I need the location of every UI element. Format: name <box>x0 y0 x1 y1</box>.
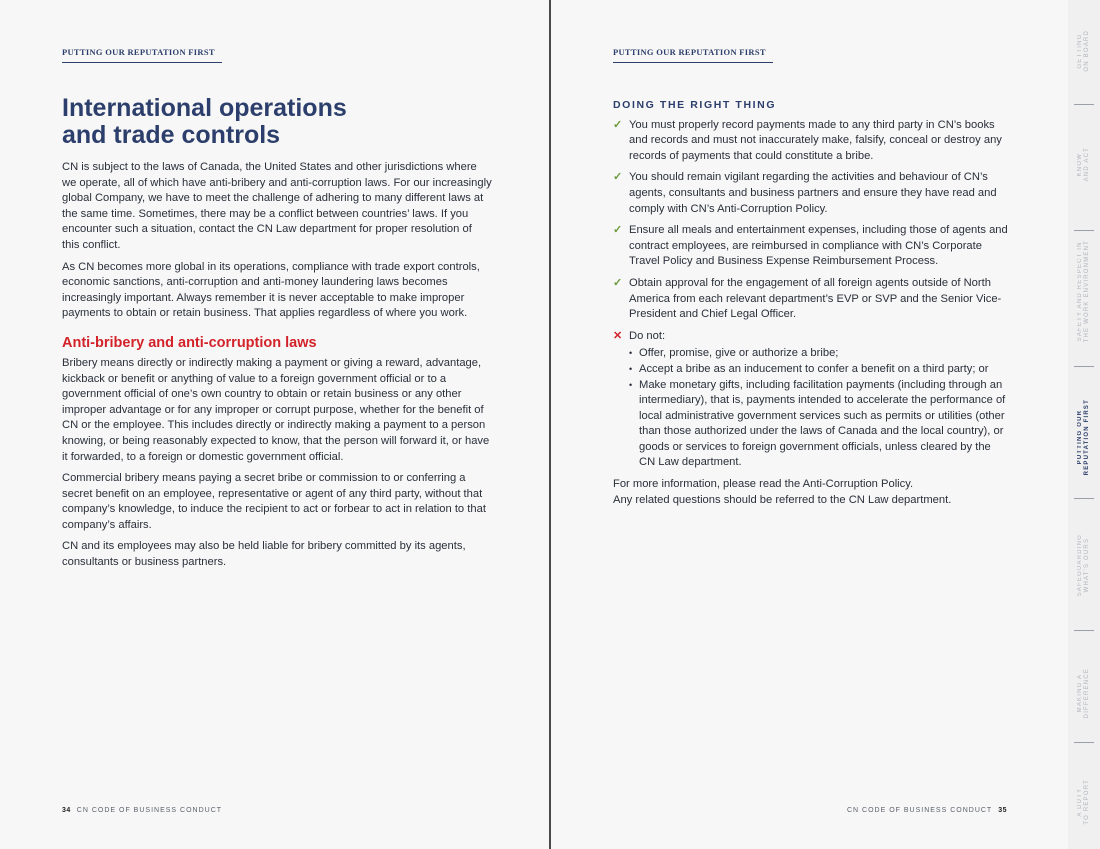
tab-label: A DUTY TO REPORT <box>1077 779 1090 825</box>
tab-divider <box>1074 498 1094 499</box>
do-not-block <box>613 329 1008 471</box>
do-not-label: Do not: <box>629 329 666 342</box>
tab-a-duty-to-report[interactable] <box>1068 762 1100 842</box>
closing-note <box>613 477 1008 508</box>
left-page <box>0 0 549 849</box>
subheading: Anti-bribery and anti-corruption laws <box>62 334 317 351</box>
closing-line-1: For more information, please read the Anti-Corruption Policy. <box>613 478 914 491</box>
footer-text: CN CODE OF BUSINESS CONDUCT <box>846 807 993 814</box>
tab-label: MAKING A DIFFERENCE <box>1077 667 1090 719</box>
left-body <box>62 160 492 577</box>
check-item <box>613 276 1008 323</box>
check-item-text: Obtain approval for the engagement of all foreign agents outside of North America from each relevant department’s EVP or SVP and the Senior Vice-President and Chief Legal Officer. <box>629 276 1002 321</box>
list-item: • Offer, promise, give or authorize a bribe; <box>629 346 1008 362</box>
paragraph: Commercial bribery means paying a secret bribe or commission to or conferring a secret benefit on an employee, representative or agent of any third party, without that company’s knowledge, to induce the recipient to act or forbear to act in relation to that company’s affairs. <box>62 472 486 531</box>
tab-label: PUTTING OUR REPUTATION FIRST <box>1077 398 1090 476</box>
tab-safety-and-respect[interactable] <box>1068 236 1100 346</box>
check-icon: ✓ <box>613 224 623 237</box>
check-item <box>613 223 1008 270</box>
check-icon: ✓ <box>613 118 623 131</box>
check-item-text: You must properly record payments made to any third party in CN’s books and records and must not inaccurately make, falsify, conceal or destroy any records of payments that could constitute a bribe. <box>629 118 1002 162</box>
check-icon: ✓ <box>613 171 623 184</box>
right-page <box>551 0 1068 849</box>
list-item: • Accept a bribe as an inducement to confer a benefit on a third party; or <box>629 362 1008 378</box>
do-not-list <box>629 346 1008 471</box>
tab-putting-our-reputation-first[interactable] <box>1068 392 1100 482</box>
section-label <box>62 47 222 63</box>
tab-divider <box>1074 742 1094 743</box>
closing-line-2: Any related questions should be referred to the CN Law department. <box>613 493 952 506</box>
footer-text: CN CODE OF BUSINESS CONDUCT <box>76 807 223 814</box>
footer-left <box>62 807 222 814</box>
check-item-text: Ensure all meals and entertainment expenses, including those of agents and contract employees, are reimbursed in compliance with CN’s Corporate Travel Policy and Business Expense Reimbursement Process. <box>629 224 1008 268</box>
tab-label: GETTING ON BOARD <box>1077 30 1090 72</box>
check-item <box>613 118 1008 165</box>
tab-label: KNOW AND ACT <box>1077 146 1090 182</box>
section-label-text: PUTTING OUR REPUTATION FIRST <box>613 47 766 57</box>
tab-getting-on-board[interactable] <box>1068 20 1100 82</box>
tab-divider <box>1074 104 1094 105</box>
section-label-rule <box>613 62 773 63</box>
check-item-text: You should remain vigilant regarding the activities and behaviour of CN’s agents, consultants and business partners and ensure they have read and comply with CN’s Anti-Corruption Policy. <box>629 171 997 215</box>
paragraph: As CN becomes more global in its operations, compliance with trade export controls, economic sanctions, anti-corruption and anti-money laundering laws becomes increasingly important. Always remember it is never acceptable to make improper payments to obtain or retain business. That applies regardless of where you work. <box>62 260 480 320</box>
footer-right <box>847 807 1007 814</box>
paragraph: CN and its employees may also be held liable for bribery committed by its agents, consultants or business partners. <box>62 540 466 569</box>
tab-label: SAFETY AND RESPECT IN THE WORK ENVIRONMENT <box>1077 239 1090 343</box>
section-label-rule <box>62 62 222 63</box>
chapter-tabs <box>1068 0 1100 849</box>
tab-making-a-difference[interactable] <box>1068 652 1100 734</box>
cross-icon: ✕ <box>613 329 623 342</box>
tab-divider <box>1074 366 1094 367</box>
paragraph: Bribery means directly or indirectly making a payment or giving a reward, advantage, kickback or benefit or anything of value to a foreign government official or to a government official of one’s own country to obtain or retain business or any other improper advantage or for any improper or corrupt purpose, whether for the benefit of CN or the employee. This includes directly or indirectly making a payment to a person knowing, or being reasonably expected to know, that the person will forward it, or have it forwarded, to a foreign or domestic government official. <box>62 356 490 463</box>
tab-safeguarding[interactable] <box>1068 520 1100 610</box>
check-item <box>613 170 1008 217</box>
paragraph: CN is subject to the laws of Canada, the United States and other jurisdictions where we operate, all of which have anti-bribery and anti-corruption laws. For our increasingly global Company, we have to meet the challenge of adhering to many different laws at the same time. Sometimes, there may be a conflict between countries’ laws. If you encounter such a situation, contact the CN Law department for proper resolution of this conflict. <box>62 161 492 251</box>
title-line-1: International operations <box>62 94 347 122</box>
section-label <box>613 47 773 63</box>
tab-know-and-act[interactable] <box>1068 124 1100 204</box>
tab-divider <box>1074 230 1094 231</box>
right-body <box>613 98 1008 508</box>
check-icon: ✓ <box>613 276 623 289</box>
page-title <box>62 95 482 149</box>
section-label-text: PUTTING OUR REPUTATION FIRST <box>62 47 215 57</box>
tab-divider <box>1074 630 1094 631</box>
page-number: 35 <box>998 807 1007 814</box>
doing-right-thing-heading: DOING THE RIGHT THING <box>613 99 777 111</box>
page-number: 34 <box>62 807 71 814</box>
title-line-2: and trade controls <box>62 121 281 149</box>
tab-label: SAFEGUARDING WHAT'S OURS <box>1077 533 1090 597</box>
list-item: • Make monetary gifts, including facilitation payments (including through an intermediary), that is, payments intended to accelerate the performance of local administrative government services such as permits or utilities (other than those authorized under the laws of Canada and the local country), or goods or services to foreign government officials, unless cleared by the CN Law department. <box>629 378 1008 472</box>
